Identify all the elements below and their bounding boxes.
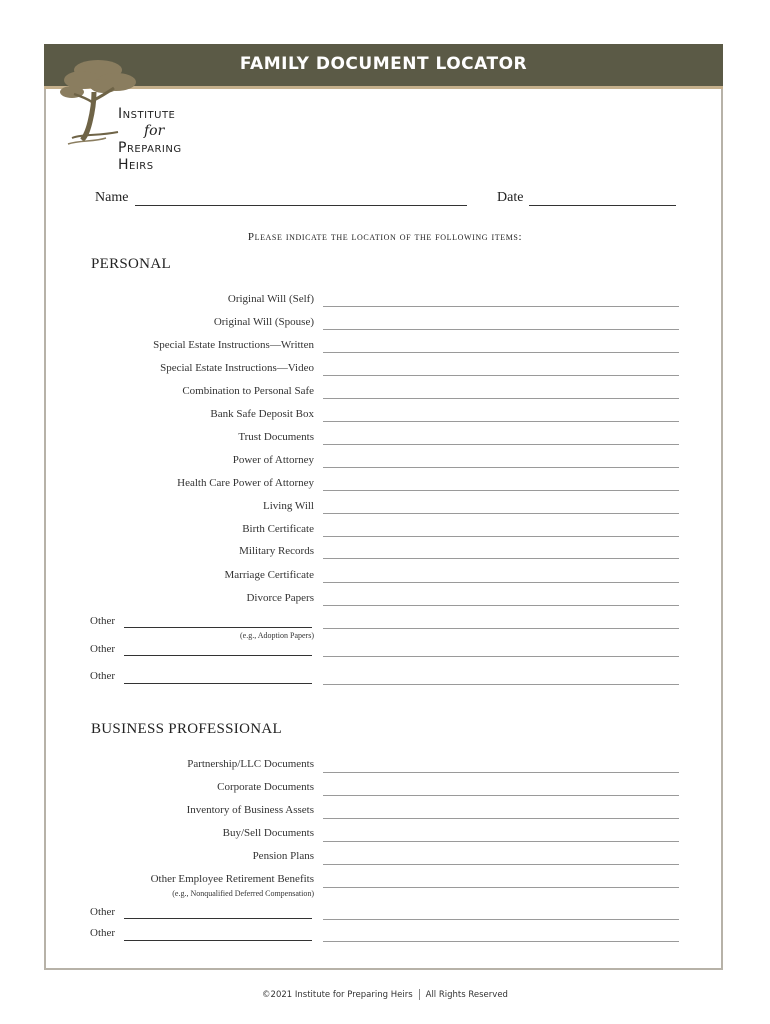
location-field[interactable] [323,467,679,468]
item-label: Trust Documents [238,431,314,443]
item-label: Original Will (Spouse) [213,316,314,328]
section-title-business: BUSINESS PROFESSIONAL [91,721,282,737]
location-field[interactable] [323,628,679,629]
item-label: Other Employee Retirement Benefits [150,873,314,885]
header-rule [44,86,723,89]
location-field[interactable] [323,306,679,307]
location-field[interactable] [323,352,679,353]
item-label: Buy/Sell Documents [222,827,314,839]
logo-line-preparing: Preparing [118,140,182,156]
other-item-field[interactable] [124,940,312,941]
logo-line-heirs: Heirs [118,157,154,173]
location-field[interactable] [323,558,679,559]
location-field[interactable] [323,818,679,819]
logo-line-institute: Institute [118,106,176,122]
location-field[interactable] [323,444,679,445]
item-label: Inventory of Business Assets [186,804,314,816]
name-field[interactable] [135,205,467,206]
item-label: Corporate Documents [217,781,314,793]
location-field[interactable] [323,605,679,606]
location-field[interactable] [323,795,679,796]
location-field[interactable] [323,656,679,657]
copyright-text: ©2021 Institute for Preparing Heirs [262,990,413,1000]
item-label: Marriage Certificate [224,569,314,581]
location-field[interactable] [323,513,679,514]
location-field[interactable] [323,421,679,422]
item-label: Pension Plans [252,850,314,862]
item-label: Original Will (Self) [227,293,314,305]
section-title-personal: PERSONAL [91,256,171,272]
other-item-field[interactable] [124,683,312,684]
item-label: Health Care Power of Attorney [177,477,314,489]
other-label: Other [90,906,116,918]
name-label: Name [95,190,129,205]
location-field[interactable] [323,772,679,773]
location-field[interactable] [323,398,679,399]
location-field[interactable] [323,864,679,865]
item-label: Special Estate Instructions—Written [153,339,314,351]
other-item-field[interactable] [124,918,312,919]
item-label: Divorce Papers [246,592,314,604]
location-field[interactable] [323,375,679,376]
item-label: Living Will [263,500,314,512]
rights-text: All Rights Reserved [425,990,508,1000]
other-example-note: (e.g., Adoption Papers) [240,631,314,640]
other-label: Other [90,615,116,627]
location-field[interactable] [323,887,679,888]
other-item-field[interactable] [124,627,312,628]
other-label: Other [90,643,116,655]
other-item-field[interactable] [124,655,312,656]
item-label: Special Estate Instructions—Video [160,362,314,374]
item-label: Military Records [239,545,314,557]
item-label: Combination to Personal Safe [182,385,314,397]
location-field[interactable] [323,536,679,537]
date-field[interactable] [529,205,676,206]
footer [0,989,770,1000]
location-field[interactable] [323,941,679,942]
retirement-example-note: (e.g., Nonqualified Deferred Compensation) [172,889,314,898]
location-field[interactable] [323,841,679,842]
instruction-text: Please indicate the location of the following items: [247,231,523,243]
logo-line-for: for [144,123,165,139]
date-label: Date [497,190,524,205]
item-label: Bank Safe Deposit Box [210,408,314,420]
logo-wordmark [118,106,182,174]
location-field[interactable] [323,329,679,330]
location-field[interactable] [323,684,679,685]
page-title: FAMILY DOCUMENT LOCATOR [239,54,528,74]
item-label: Birth Certificate [242,523,314,535]
footer-divider [419,989,420,1000]
other-label: Other [90,670,116,682]
location-field[interactable] [323,919,679,920]
item-label: Partnership/LLC Documents [187,758,314,770]
item-label: Power of Attorney [232,454,314,466]
other-label: Other [90,927,116,939]
location-field[interactable] [323,582,679,583]
location-field[interactable] [323,490,679,491]
